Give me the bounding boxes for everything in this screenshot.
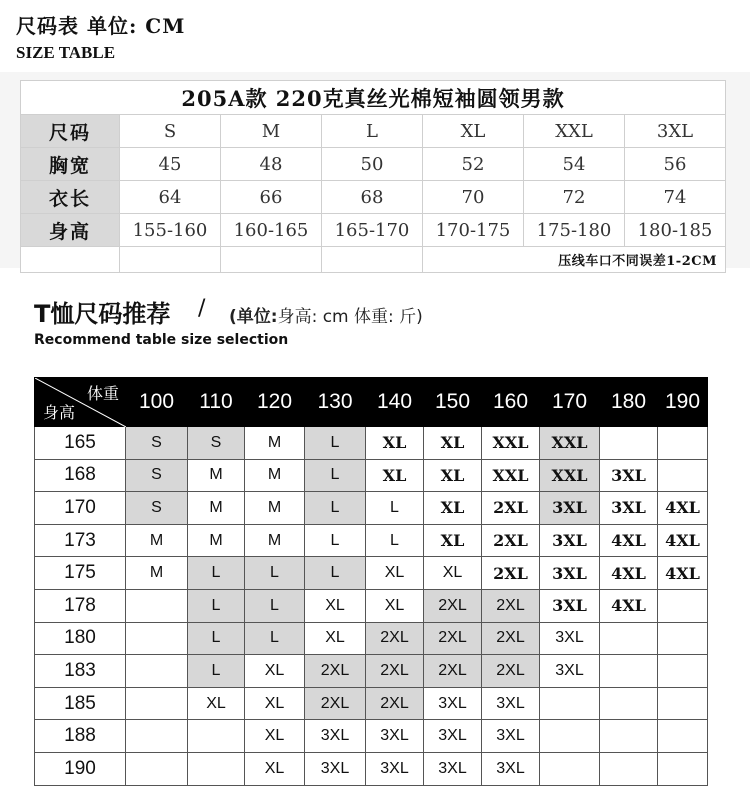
size-recommendation-cell: 4XL	[658, 557, 708, 590]
size-recommendation-cell: L	[188, 622, 245, 655]
size-recommendation-cell: M	[245, 459, 305, 492]
size-recommendation-cell: L	[188, 589, 245, 622]
recommend-unit	[229, 302, 423, 327]
length-cell: 64	[120, 181, 221, 214]
size-recommendation-cell: 2XL	[305, 687, 366, 720]
chest-cell: 45	[120, 148, 221, 181]
recommend-subtitle: Recommend table size selection	[34, 332, 289, 348]
size-row	[21, 115, 726, 148]
empty-cell	[322, 247, 423, 273]
size-recommendation-cell: M	[245, 492, 305, 525]
note-row	[21, 247, 726, 273]
recommend-row	[35, 687, 708, 720]
empty-cell	[120, 247, 221, 273]
size-cell: 3XL	[625, 115, 726, 148]
row-label: 身高	[21, 214, 120, 247]
size-recommendation-cell: 2XL	[305, 655, 366, 688]
size-recommendation-cell	[600, 655, 658, 688]
size-recommendation-cell	[126, 752, 188, 785]
size-recommendation-cell: 3XL	[540, 655, 600, 688]
length-cell: 68	[322, 181, 423, 214]
height-axis-label: 身高	[43, 405, 76, 422]
height-cell: 188	[35, 720, 126, 753]
size-recommendation-cell: L	[366, 492, 424, 525]
size-recommendation-cell	[600, 720, 658, 753]
size-recommendation-cell: M	[126, 524, 188, 557]
weight-header: 110	[188, 378, 245, 427]
size-recommendation-cell: 2XL	[482, 655, 540, 688]
unit-prefix: (单位:	[229, 307, 278, 327]
size-recommendation-cell: XL	[305, 589, 366, 622]
size-recommendation-cell	[126, 687, 188, 720]
size-recommendation-cell: 2XL	[482, 524, 540, 557]
chest-cell: 50	[322, 148, 423, 181]
size-recommendation-cell: S	[126, 492, 188, 525]
height-cell: 185	[35, 687, 126, 720]
chest-row	[21, 148, 726, 181]
size-recommendation-cell: 2XL	[482, 492, 540, 525]
size-cell: XL	[423, 115, 524, 148]
recommend-row	[35, 622, 708, 655]
size-recommendation-cell: 3XL	[424, 752, 482, 785]
size-recommendation-cell: XXL	[540, 427, 600, 460]
size-recommendation-cell	[658, 655, 708, 688]
size-recommendation-cell: L	[245, 557, 305, 590]
empty-cell	[221, 247, 322, 273]
size-recommendation-cell	[600, 752, 658, 785]
size-recommendation-cell: 2XL	[482, 622, 540, 655]
size-recommendation-cell: 3XL	[540, 492, 600, 525]
length-row	[21, 181, 726, 214]
size-table-title-cn: 尺码表 单位: CM	[16, 14, 186, 38]
recommend-size-table	[34, 377, 708, 786]
height-range-cell: 180-185	[625, 214, 726, 247]
size-recommendation-cell: XXL	[540, 459, 600, 492]
size-cell: XXL	[524, 115, 625, 148]
size-recommendation-cell: 4XL	[600, 557, 658, 590]
size-recommendation-cell: L	[305, 459, 366, 492]
recommend-row	[35, 459, 708, 492]
size-recommendation-cell	[658, 589, 708, 622]
tolerance-note: 压线车口不同误差1-2CM	[423, 247, 726, 273]
size-recommendation-cell: S	[188, 427, 245, 460]
height-cell: 178	[35, 589, 126, 622]
height-cell: 165	[35, 427, 126, 460]
row-label: 尺码	[21, 115, 120, 148]
size-recommendation-cell: XL	[366, 459, 424, 492]
recommend-row	[35, 524, 708, 557]
size-recommendation-cell: S	[126, 459, 188, 492]
size-recommendation-cell	[658, 622, 708, 655]
size-recommendation-cell: 3XL	[600, 492, 658, 525]
height-cell: 173	[35, 524, 126, 557]
size-recommendation-cell: XL	[245, 720, 305, 753]
size-recommendation-cell: 3XL	[540, 589, 600, 622]
size-recommendation-cell: XL	[245, 655, 305, 688]
length-cell: 74	[625, 181, 726, 214]
size-recommendation-cell: M	[245, 524, 305, 557]
height-cell: 175	[35, 557, 126, 590]
size-recommendation-cell: 3XL	[305, 752, 366, 785]
size-cell: L	[322, 115, 423, 148]
chest-cell: 54	[524, 148, 625, 181]
size-recommendation-cell: L	[188, 557, 245, 590]
size-recommendation-cell: M	[126, 557, 188, 590]
height-cell: 168	[35, 459, 126, 492]
size-recommendation-cell: XXL	[482, 427, 540, 460]
size-recommendation-cell: 3XL	[305, 720, 366, 753]
chest-cell: 52	[423, 148, 524, 181]
size-recommendation-cell	[188, 752, 245, 785]
size-recommendation-cell	[126, 622, 188, 655]
size-recommendation-cell: XL	[366, 589, 424, 622]
size-recommendation-cell	[126, 589, 188, 622]
weight-header: 100	[126, 378, 188, 427]
size-recommendation-cell: L	[305, 524, 366, 557]
size-recommendation-cell: XL	[424, 459, 482, 492]
row-label: 衣长	[21, 181, 120, 214]
size-recommendation-cell: XL	[188, 687, 245, 720]
size-recommendation-cell: S	[126, 427, 188, 460]
size-recommendation-cell	[658, 459, 708, 492]
size-recommendation-cell: M	[245, 427, 305, 460]
size-recommendation-cell: 3XL	[366, 752, 424, 785]
recommend-row	[35, 752, 708, 785]
size-recommendation-cell: L	[245, 589, 305, 622]
length-cell: 70	[423, 181, 524, 214]
size-recommendation-cell: 3XL	[424, 687, 482, 720]
height-cell: 180	[35, 622, 126, 655]
size-recommendation-cell: XL	[245, 687, 305, 720]
size-recommendation-cell: XL	[305, 622, 366, 655]
size-table-title-en: SIZE TABLE	[16, 43, 116, 62]
size-recommendation-cell: L	[305, 557, 366, 590]
size-recommendation-cell: L	[245, 622, 305, 655]
size-recommendation-cell: XL	[424, 524, 482, 557]
chest-cell: 56	[625, 148, 726, 181]
height-range-cell: 170-175	[423, 214, 524, 247]
height-cell: 170	[35, 492, 126, 525]
size-recommendation-cell	[600, 687, 658, 720]
size-recommendation-cell: 3XL	[482, 720, 540, 753]
size-recommendation-cell	[188, 720, 245, 753]
height-cell: 183	[35, 655, 126, 688]
recommend-row	[35, 589, 708, 622]
weight-header: 130	[305, 378, 366, 427]
height-range-cell: 155-160	[120, 214, 221, 247]
size-recommendation-cell	[540, 752, 600, 785]
recommend-row	[35, 427, 708, 460]
size-recommendation-cell: M	[188, 524, 245, 557]
size-recommendation-cell: M	[188, 459, 245, 492]
size-recommendation-cell: 3XL	[366, 720, 424, 753]
size-recommendation-cell: L	[366, 524, 424, 557]
size-recommendation-cell	[658, 720, 708, 753]
weight-header: 150	[424, 378, 482, 427]
weight-header: 160	[482, 378, 540, 427]
weight-header: 120	[245, 378, 305, 427]
height-range-cell: 165-170	[322, 214, 423, 247]
size-recommendation-cell: 2XL	[482, 589, 540, 622]
size-recommendation-cell	[600, 622, 658, 655]
recommend-row	[35, 492, 708, 525]
size-recommendation-cell	[540, 687, 600, 720]
weight-header: 170	[540, 378, 600, 427]
weight-header: 190	[658, 378, 708, 427]
recommend-row	[35, 557, 708, 590]
height-range-cell: 175-180	[524, 214, 625, 247]
size-recommendation-cell: 4XL	[600, 524, 658, 557]
size-cell: S	[120, 115, 221, 148]
size-recommendation-cell: 2XL	[366, 622, 424, 655]
size-recommendation-cell: 3XL	[424, 720, 482, 753]
height-row	[21, 214, 726, 247]
size-recommendation-cell	[126, 720, 188, 753]
height-cell: 190	[35, 752, 126, 785]
size-recommendation-cell: 4XL	[658, 524, 708, 557]
size-recommendation-cell: 2XL	[482, 557, 540, 590]
unit-body: 身高: cm 体重: 斤)	[277, 307, 423, 327]
size-recommendation-cell: 3XL	[540, 622, 600, 655]
length-cell: 66	[221, 181, 322, 214]
size-recommendation-cell: 3XL	[540, 524, 600, 557]
weight-header: 140	[366, 378, 424, 427]
size-recommendation-cell: XL	[366, 557, 424, 590]
size-recommendation-cell	[658, 752, 708, 785]
size-recommendation-cell: L	[188, 655, 245, 688]
chest-cell: 48	[221, 148, 322, 181]
size-recommendation-cell: 2XL	[366, 687, 424, 720]
size-recommendation-cell: 2XL	[424, 589, 482, 622]
size-recommendation-cell: XL	[245, 752, 305, 785]
size-recommendation-cell	[658, 687, 708, 720]
size-recommendation-cell	[126, 655, 188, 688]
weight-header: 180	[600, 378, 658, 427]
size-recommendation-cell	[600, 427, 658, 460]
corner-header	[35, 378, 126, 427]
size-recommendation-cell: 2XL	[424, 622, 482, 655]
recommend-row	[35, 720, 708, 753]
size-recommendation-cell: XXL	[482, 459, 540, 492]
size-recommendation-cell	[540, 720, 600, 753]
size-recommendation-cell: 2XL	[366, 655, 424, 688]
size-recommendation-cell: 4XL	[600, 589, 658, 622]
garment-size-table	[20, 80, 726, 273]
size-recommendation-cell: 3XL	[482, 687, 540, 720]
size-recommendation-cell	[658, 427, 708, 460]
size-cell: M	[221, 115, 322, 148]
size-recommendation-cell: XL	[424, 492, 482, 525]
size-recommendation-cell: 3XL	[482, 752, 540, 785]
size-recommendation-cell: 2XL	[424, 655, 482, 688]
size-recommendation-cell: XL	[424, 557, 482, 590]
weight-axis-label: 体重	[86, 386, 119, 403]
product-title: 205A款 220克真丝光棉短袖圆领男款	[21, 81, 726, 115]
size-recommendation-cell: XL	[424, 427, 482, 460]
size-recommendation-cell: L	[305, 427, 366, 460]
size-recommendation-cell: 3XL	[600, 459, 658, 492]
recommend-title: T恤尺码推荐	[34, 300, 171, 328]
title-separator: /	[198, 296, 206, 321]
size-recommendation-cell: 4XL	[658, 492, 708, 525]
length-cell: 72	[524, 181, 625, 214]
size-recommendation-cell: L	[305, 492, 366, 525]
recommend-row	[35, 655, 708, 688]
empty-cell	[21, 247, 120, 273]
size-recommendation-cell: M	[188, 492, 245, 525]
weight-header-row	[35, 378, 708, 427]
size-recommendation-cell: 3XL	[540, 557, 600, 590]
row-label: 胸宽	[21, 148, 120, 181]
height-range-cell: 160-165	[221, 214, 322, 247]
size-recommendation-cell: XL	[366, 427, 424, 460]
